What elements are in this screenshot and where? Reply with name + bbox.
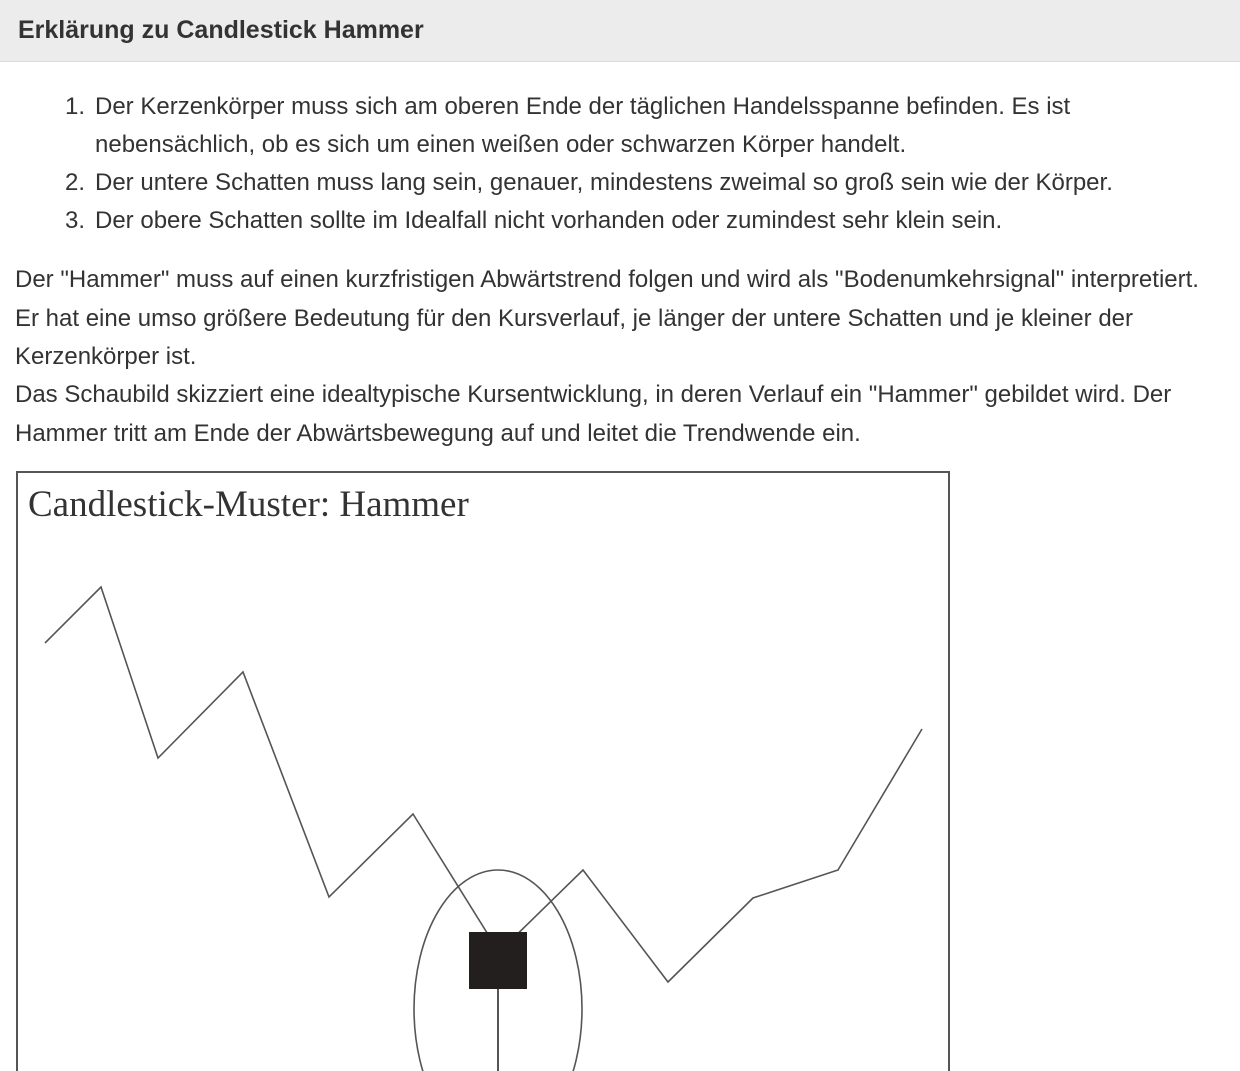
list-item-text: Der Kerzenkörper muss sich am oberen Ende der täglichen Handelsspanne befinden. Es ist nebensächlich, ob es sich um einen weißen oder schwarzen Körper handelt. — [95, 93, 1071, 158]
explanation-paragraph: Der "Hammer" muss auf einen kurzfristigen Abwärtstrend folgen und wird als "Bodenumkehrsignal" interpretiert. Er hat eine umso größere Bedeutung für den Kursverlauf, je länger der untere Schatten und je kleiner der Kerzenkörper ist. — [15, 266, 1199, 370]
list-item-number: 1. — [65, 93, 86, 120]
list-item-number: 3. — [65, 207, 86, 234]
section-title: Erklärung zu Candlestick Hammer — [18, 16, 424, 44]
figure-description-paragraph: Das Schaubild skizziert eine idealtypische Kursentwicklung, in deren Verlauf ein "Hammer" gebildet wird. Der Hammer tritt am Ende der Abwärtsbewegung auf und leitet die Trendwende ein. — [15, 381, 1172, 447]
hammer-figure-graphic — [18, 473, 950, 1071]
list-item — [0, 164, 1240, 202]
list-item — [0, 88, 1240, 164]
list-item-number: 2. — [65, 169, 86, 196]
hammer-figure — [16, 471, 950, 1071]
hammer-candle-body — [469, 932, 527, 989]
figure-title: Candlestick-Muster: Hammer — [28, 484, 469, 525]
rules-list — [0, 88, 1240, 240]
list-item-text: Der obere Schatten sollte im Idealfall nicht vorhanden oder zumindest sehr klein sein. — [95, 207, 1003, 234]
price-trend-line — [45, 587, 922, 982]
section-header — [0, 0, 1240, 62]
list-item — [0, 202, 1240, 240]
list-item-text: Der untere Schatten muss lang sein, genauer, mindestens zweimal so groß sein wie der Körper. — [95, 169, 1113, 196]
